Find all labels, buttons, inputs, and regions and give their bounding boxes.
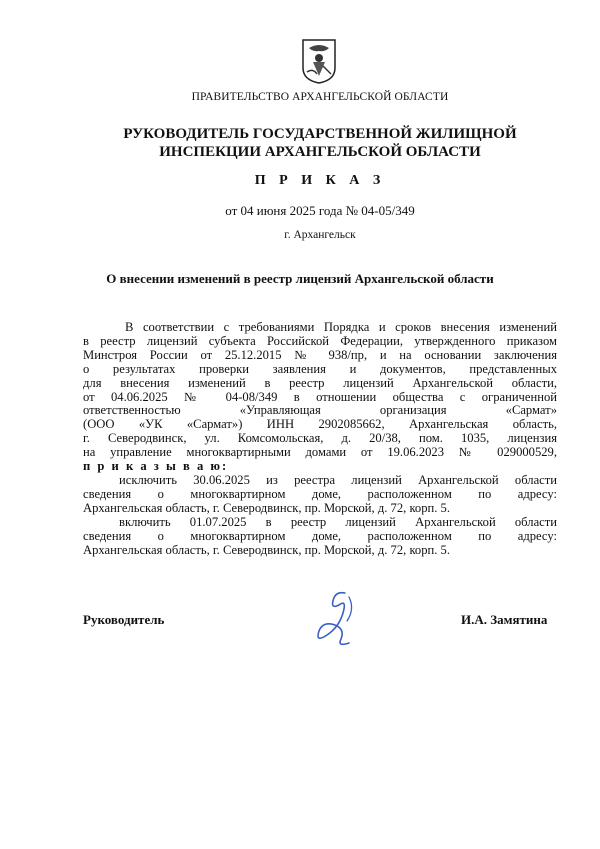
item-1-line: исключить 30.06.2025 из реестра лицензий Архангельской области xyxy=(119,472,557,487)
item-2-line: включить 01.07.2025 в реестр лицензий Архангельской области xyxy=(119,514,557,529)
date-and-number: от 04 июня 2025 года № 04-05/349 xyxy=(225,203,415,218)
document-body xyxy=(83,321,557,557)
authority-line-2: ИНСПЕКЦИИ АРХАНГЕЛЬСКОЙ ОБЛАСТИ xyxy=(159,144,481,160)
item-1-line: Архангельская область, г. Северодвинск, пр. Морской, д. 72, корп. 5. xyxy=(83,500,450,515)
document-type: П Р И К А З xyxy=(254,173,386,188)
organization-name: ПРАВИТЕЛЬСТВО АРХАНГЕЛЬСКОЙ ОБЛАСТИ xyxy=(191,91,449,103)
body-line: о результатах проверки заявления и документов, представленных xyxy=(83,361,557,376)
body-line: от 04.06.2025 № 04-08/349 в отношении общества с ограниченной xyxy=(83,389,557,404)
authority-heading xyxy=(0,125,600,161)
city: г. Архангельск xyxy=(284,229,356,241)
signer-title: Руководитель xyxy=(83,612,165,627)
handwritten-signature-icon xyxy=(305,587,371,653)
body-line: Минстроя России от 25.12.2015 № 938/пр, и на основании заключения xyxy=(83,347,557,362)
body-line: В соответствии с требованиями Порядка и сроков внесения изменений xyxy=(125,320,557,334)
body-line: (ООО «УК «Сармат») ИНН 2902085662, Архангельская область, xyxy=(83,417,557,432)
item-1-line: сведения о многоквартирном доме, расположенном по адресу: xyxy=(83,486,557,501)
item-2-line: сведения о многоквартирном доме, расположенном по адресу: xyxy=(83,528,557,543)
order-word: п р и к а з ы в а ю: xyxy=(83,459,229,474)
item-2-line: Архангельская область, г. Северодвинск, пр. Морской, д. 72, корп. 5. xyxy=(83,542,450,557)
coat-of-arms-icon xyxy=(301,38,337,84)
body-line: на управление многоквартирными домами от 19.06.2023 № 029000529, xyxy=(83,445,557,460)
body-line: ответственностью «Управляющая организация «Сармат» xyxy=(83,403,557,418)
body-line: г. Северодвинск, ул. Комсомольская, д. 20/38, пом. 1035, лицензия xyxy=(83,431,557,446)
body-line: для внесения изменений в реестр лицензий Архангельской области, xyxy=(83,375,557,390)
signer-name: И.А. Замятина xyxy=(461,612,548,627)
body-line: в реестр лицензий субъекта Российской Федерации, утвержденного приказом xyxy=(83,333,557,348)
authority-line-1: РУКОВОДИТЕЛЬ ГОСУДАРСТВЕННОЙ ЖИЛИЩНОЙ xyxy=(123,126,517,142)
document-subject: О внесении изменений в реестр лицензий Архангельской области xyxy=(106,271,494,286)
